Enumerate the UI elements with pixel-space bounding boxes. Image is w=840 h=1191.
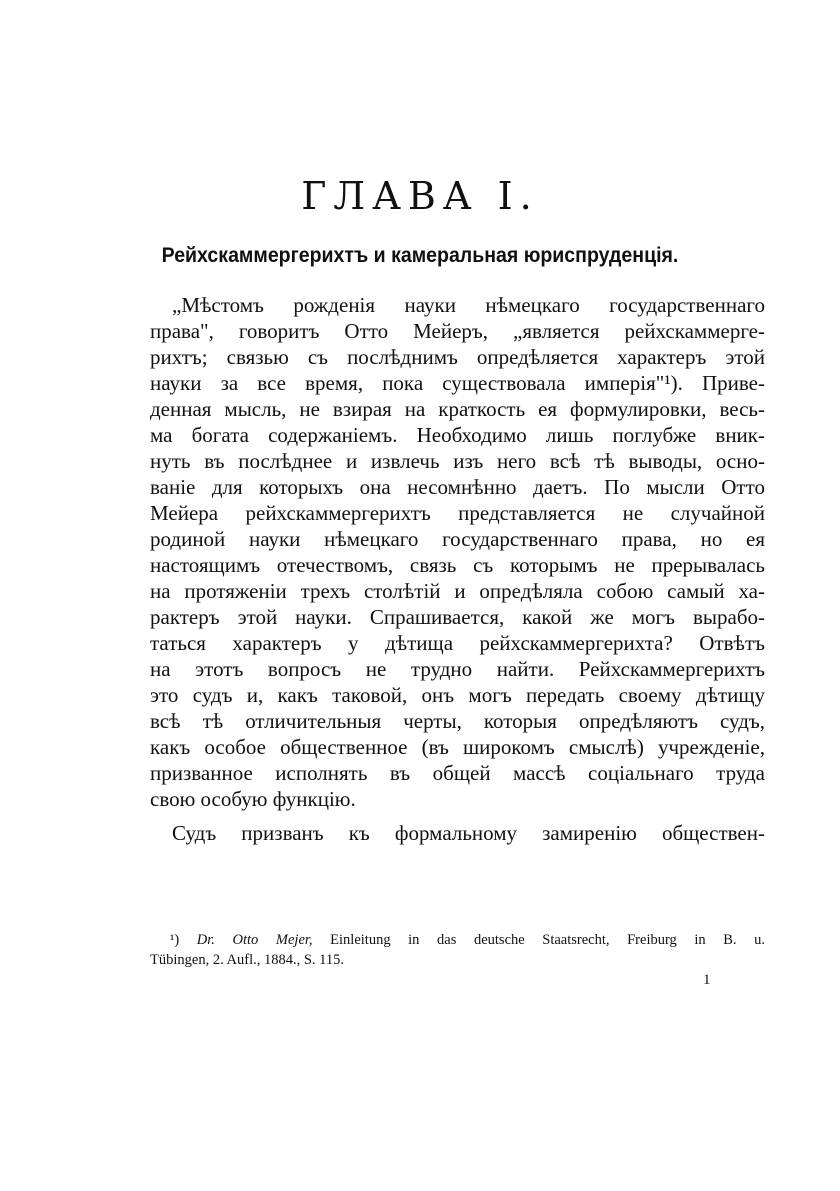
- body-line: „Мѣстомъ рожденія науки нѣмецкаго государственнаго: [172, 293, 765, 317]
- body-line: на протяженіи трехъ столѣтій и опредѣляла собою самый ха-: [150, 579, 765, 603]
- body-line: нуть въ послѣднее и извлечь изъ него всѣ тѣ выводы, осно-: [150, 449, 765, 473]
- body-line: рактеръ этой науки. Спрашивается, какой же могъ вырабо-: [150, 605, 765, 629]
- body-line: призванное исполнять въ общей массѣ соціальнаго труда: [150, 761, 765, 785]
- body-line: Мейера рейхскаммергерихтъ представляется не случайной: [150, 501, 765, 525]
- body-line: денная мысль, не взирая на краткость ея формулировки, весь-: [150, 397, 765, 421]
- body-line: ма богата содержаніемъ. Необходимо лишь поглубже вник-: [150, 423, 765, 447]
- body-line: настоящимъ отечествомъ, связь съ которымъ не прерывалась: [150, 553, 765, 577]
- body-line: рихтъ; связью съ послѣднимъ опредѣляется характеръ этой: [150, 345, 765, 369]
- footnote-author: Dr. Otto Mejer,: [196, 932, 313, 948]
- body-line: всѣ тѣ отличительныя черты, которыя опредѣляютъ судъ,: [150, 709, 765, 733]
- footnote-line: Tübingen, 2. Aufl., 1884., S. 115.: [150, 952, 345, 968]
- page-number: 1: [703, 972, 711, 988]
- footnote-text: Einleitung in das deutsche Staatsrecht, Freiburg in B. u.: [330, 932, 766, 948]
- body-line: права", говоритъ Отто Мейеръ, „является рейхскаммерге-: [150, 319, 765, 343]
- body-line: родиной науки нѣмецкаго государственнаго права, но ея: [150, 527, 765, 551]
- footnote-marker: ¹): [170, 932, 180, 948]
- body-line: это судъ и, какъ таковой, онъ могъ передать своему дѣтищу: [150, 683, 765, 707]
- body-line: ваніе для которыхъ она несомнѣнно даетъ. По мысли Отто: [150, 475, 765, 499]
- footnote-line: [170, 930, 765, 950]
- body-line: какъ особое общественное (въ широкомъ смыслѣ) учрежденіе,: [150, 735, 765, 759]
- body-line: науки за все время, пока существовала имперія"¹). Приве-: [150, 371, 765, 395]
- body-line: на этотъ вопросъ не трудно найти. Рейхскаммергерихтъ: [150, 657, 765, 681]
- body-line: таться характеръ у дѣтища рейхскаммергерихта? Отвѣтъ: [150, 631, 765, 655]
- chapter-title: Рейхскаммергерихтъ и камеральная юриспруденція.: [161, 244, 679, 267]
- body-line: свою особую функцію.: [150, 787, 356, 811]
- chapter-heading: ГЛАВА I.: [301, 174, 539, 218]
- body-line: Судъ призванъ къ формальному замиренію обществен-: [172, 821, 765, 845]
